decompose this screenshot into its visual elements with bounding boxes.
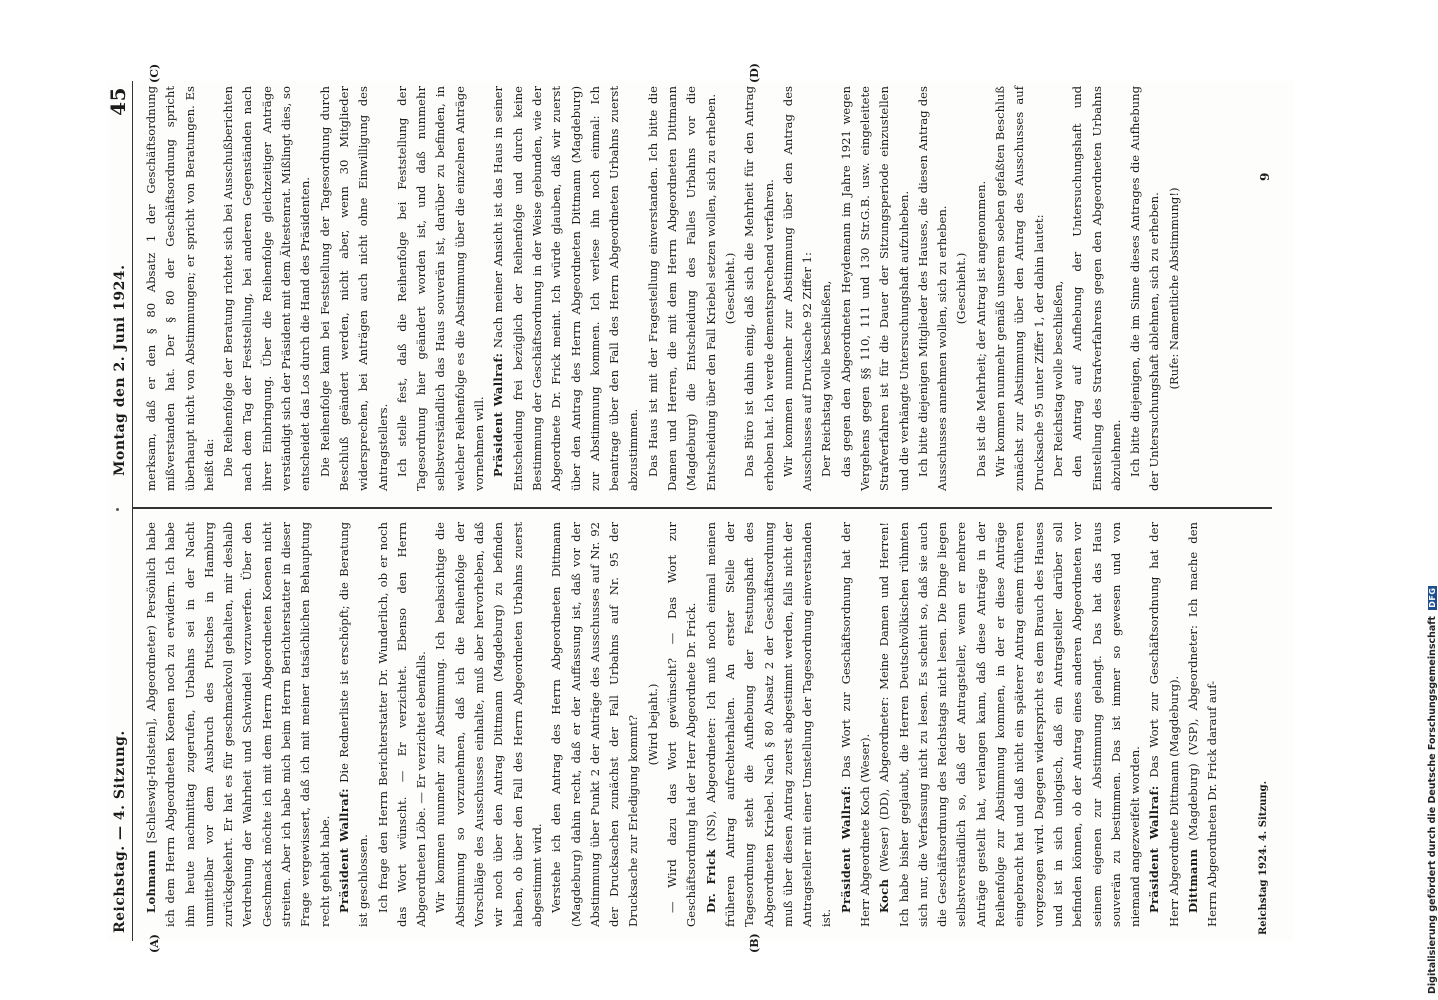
- running-head-right: Montag den 2. Juni 1924.: [112, 264, 128, 476]
- speaker-name: Lohmann: [144, 849, 158, 913]
- speaker-meta: (NS), Abgeordneter:: [703, 717, 718, 842]
- speech-paragraph: [1184, 522, 1223, 927]
- speech-paragraph: [702, 522, 837, 927]
- paragraph-text: Wir kommen nunmehr gemäß unserem soeben gefaßten Beschluß zunächst zur Abstimmung über den Antrag des Ausschusses auf Drucksache 95 unter Ziffer 1, der dahin lautet:: [993, 86, 1046, 491]
- margin-mark-d: (D): [748, 63, 761, 83]
- stage-direction: [1165, 86, 1184, 491]
- speaker-meta: (Weser) (DD), Abgeordneter:: [877, 696, 892, 872]
- paragraph-text: Wir kommen nunmehr zur Abstimmung. Ich beabsichtige die Abstimmung so vorzunehmen, daß ich die Reihenfolge der Vorschläge des Ausschusses einhalte, muß aber hervorheben, daß wir noch über den Antrag Dittmann (Magdeburg) zu befinden haben, ob über den Fall des Herrn Abgeordneten Urbahns zuerst abgestimmt wird.: [433, 522, 544, 927]
- paragraph-text: Ich mache den Herrn Abgeordneten Dr. Frick darauf auf-: [1186, 521, 1220, 927]
- page-header: [108, 81, 133, 941]
- paragraph-text: Das Büro ist dahin einig, daß sich die Mehrheit für den Antrag erhoben hat. Ich werde dementsprechend verfahren.: [742, 86, 776, 491]
- speaker-name: Präsident Wallraf:: [491, 352, 506, 477]
- paragraph-text: merksam, daß er den § 80 Absatz 1 der Geschäftsordnung mißverstanden hat. Der § 80 der Geschäftsordnung spricht überhaupt nicht von Abstimmungen; er spricht von Beratungen. Es heißt da:: [144, 86, 216, 491]
- stage-direction-text: (Rufe: Namentliche Abstimmung!): [1166, 187, 1181, 390]
- left-column: [142, 522, 1223, 927]
- right-column: [142, 86, 1184, 491]
- signature-mark: 9: [1258, 172, 1272, 181]
- paragraph: [740, 86, 779, 491]
- speaker-name: Koch: [877, 878, 892, 913]
- stage-direction: [644, 522, 663, 927]
- paragraph: [1049, 86, 1068, 491]
- paragraph-text: Das ist die Mehrheit; der Antrag ist angenommen.: [973, 180, 988, 477]
- speech-paragraph: [489, 86, 643, 491]
- running-head-left: Reichstag. — 4. Sitzung.: [112, 730, 128, 933]
- paragraph-text: Das Wort zur Geschäftsordnung hat der Herr Abgeordnete Koch (Weser).: [838, 521, 872, 927]
- page-number: 45: [106, 87, 130, 116]
- stage-direction-text: (Wird bejaht.): [645, 683, 660, 766]
- speaker-name: Präsident Wallraf:: [336, 788, 351, 913]
- paragraph-text: Ich bitte diejenigen Mitglieder des Hauses, die diesen Antrag des Ausschusses annehmen wollen, sich zu erheben.: [915, 86, 950, 491]
- speaker-name: Dittmann: [1186, 848, 1201, 913]
- speech-paragraph: [335, 522, 374, 927]
- credit-text: Digitalisierung gefördert durch die Deutsche Forschungsgemeinschaft: [1427, 616, 1438, 994]
- paragraph-text: Die Reihenfolge kann bei Feststellung der Tagesordnung durch Beschluß geändert werden, nicht aber, wenn 30 Mitglieder widersprechen, bei Anträgen auch nicht ohne Einwilligung des Antragstellers.: [317, 86, 390, 491]
- paragraph: [547, 522, 643, 927]
- paragraph-text: Das Haus ist mit der Fragestellung einverstanden. Ich bitte die Damen und Herren, die mit dem Herrn Abgeordneten Dittmann (Magdeburg) die Entscheidung des Falles Urbahns vor die Entscheidung über den Fall Kriebel setzen wollen, sich zu erheben.: [645, 86, 718, 491]
- paragraph: [991, 86, 1049, 491]
- paragraph: [914, 86, 953, 491]
- paragraph-text: den Antrag auf Aufhebung der Untersuchungshaft und Einstellung des Strafverfahrens gegen den Abgeordneten Urbahns abzulehnen.: [1070, 86, 1123, 491]
- paragraph-text: Persönlich habe ich dem Herrn Abgeordneten Koenen noch zu erwidern. Ich habe ihm heute nachmittag zugerufen, Urbahns sei in der Nacht unmittelbar vor dem Ausbruch des Putsches in Hamburg zurückgekehrt. Er hat es für geschmackvoll gehalten, mir deshalb Verdrehung der Wahrheit und Schwindel vorzuwerfen. Über den Geschmack möchte ich mit dem Herrn Abgeordneten Koenen nicht streiten. Aber ich habe mich beim Herrn Berichterstatter in dieser Frage vergewissert, daß ich mit meiner tatsächlichen Behauptung recht gehabt habe.: [144, 522, 332, 927]
- paragraph-text: Ich bitte diejenigen, die im Sinne dieses Antrages die Aufhebung der Untersuchungshaft ablehnen, sich zu erheben.: [1128, 86, 1162, 491]
- paragraph: [219, 86, 315, 491]
- stage-direction-text: (Geschieht.): [722, 252, 737, 325]
- document-page: [106, 63, 1293, 953]
- paragraph-text: Ich stelle fest, daß die Reihenfolge bei Feststellung der Tagesordnung hier geändert worden ist, und daß nunmehr selbstverständlich das Haus souverän ist, darüber zu befinden, in welcher Reihenfolge es die Abstimmung über die einzelnen Anträge vornehmen will.: [394, 86, 487, 491]
- paragraph-text: Ich muß noch einmal meinen früheren Antrag aufrechterhalten. An erster Stelle der Tagesordnung steht die Aufhebung der Festungshaft des Abgeordneten Kriebel. Nach § 80 Absatz 2 der Geschäftsordnung muß über diesen Antrag zuerst abgestimmt werden, falls nicht der Antragsteller mit einer Umstellung der Tagesordnung einverstanden ist.: [703, 522, 834, 927]
- margin-mark-b: (B): [748, 933, 761, 953]
- stage-direction: [952, 86, 971, 491]
- speaker-meta: [Schleswig-Holstein], Abgeordneter): [144, 625, 158, 844]
- paragraph-text: Der Reichstag wolle beschließen,: [819, 280, 834, 477]
- stage-direction-text: (Geschieht.): [954, 252, 969, 325]
- paragraph-text: Ich frage den Herrn Berichterstatter Dr. Wunderlich, ob er noch das Wort wünscht. — Er verzichtet. Ebenso den Herrn Abgeordneten Löbe. — Er verzichtet ebenfalls.: [375, 522, 429, 927]
- paragraph: [817, 86, 836, 491]
- paragraph: [779, 86, 818, 491]
- page-footer: Reichstag 1924. 4. Sitzung.: [1258, 780, 1269, 935]
- stage-direction: [721, 86, 740, 491]
- paragraph-text: Wir kommen nunmehr zur Abstimmung über den Antrag des Ausschusses auf Drucksache 92 Ziffer 1:: [780, 86, 815, 491]
- margin-mark-c: (C): [148, 63, 161, 83]
- paragraph-text: Die Reihenfolge der Beratung richtet sich bei Ausschußberichten nach dem Tag der Feststellung, bei anderen Gegenständen nach ihrer Einbringung. Über die Reihenfolge gleichzeitiger Anträge verständigt sich der Präsident mit dem Ältestenrat. Mißlingt dies, so entscheidet das Los durch die Hand des Präsidenten.: [221, 86, 313, 491]
- paragraph: [663, 522, 702, 927]
- paragraph-text: Meine Damen und Herren! Ich habe bisher geglaubt, die Herren Deutschvölkischen rühmten sich nur, die Verfassung nicht zu lesen. Es scheint so, daß sie auch die Geschäftsordnung des Reichstags nicht lesen. Die Dinge liegen selbstverständlich so, daß der Antragsteller, wenn er mehrere Anträge gestellt hat, verlangen kann, daß diese Anträge in der Reihenfolge zur Abstimmung kommen, in der er diese Anträge eingebracht hat und daß nicht ein späterer Antrag einem früheren vorgezogen wird. Dagegen widerspricht es dem Brauch des Hauses und ist in sich unlogisch, daß ein Antragsteller darüber soll befinden können, ob der Antrag eines anderen Abgeordneten vor seinem eigenen zur Abstimmung gelangt. Das hat das Haus souverän zu bestimmen. Das ist immer so gewesen und von niemand angezweifelt worden.: [877, 522, 1143, 927]
- dfg-logo: DFG: [1428, 587, 1437, 608]
- speech-paragraph: [142, 522, 335, 927]
- paragraph: [393, 86, 489, 491]
- speaker-name: Präsident Wallraf:: [838, 785, 853, 913]
- paragraph-text: Nach meiner Ansicht ist das Haus in seiner Entscheidung frei bezüglich der Reihenfolge und durch keine Bestimmung der Geschäftsordnung in der Weise gebunden, wie der Abgeordnete Dr. Frick meint. Ich würde glauben, daß wir zuerst über den Antrag des Herrn Abgeordneten Dittmann (Magdeburg) zur Abstimmung kommen. Ich verlese ihn noch einmal: Ich beantrage über den Fall des Herrn Abgeordneten Urbahns zuerst abzustimmen.: [491, 86, 641, 491]
- paragraph-text: Die Rednerliste ist erschöpft; die Beratung ist geschlossen.: [336, 522, 371, 927]
- speaker-name: Dr. Frick: [703, 849, 718, 913]
- paragraph-text: Der Reichstag wolle beschließen,: [1050, 280, 1065, 477]
- paragraph-text: das gegen den Abgeordneten Heydemann im Jahre 1921 wegen Vergehens gegen §§ 110, 111 und 130 Str.G.B. usw. eingeleitete Strafverfahren ist für die Dauer der Sitzungsperiode einzustellen und die verhängte Untersuchungshaft aufzuheben.: [838, 86, 911, 491]
- column-divider: [132, 508, 1272, 510]
- digitization-credit: [1427, 586, 1438, 994]
- paragraph: [644, 86, 721, 491]
- paragraph: [1068, 86, 1126, 491]
- paragraph: [142, 86, 219, 491]
- paragraph: [431, 522, 547, 927]
- paragraph-text: Verstehe ich den Antrag des Herrn Abgeordneten Dittmann (Magdeburg) dahin recht, daß er der Auffassung ist, daß vor der Abstimmung über Punkt 2 der Anträge des Ausschusses auf Nr. 92 der Drucksachen zunächst der Fall Urbahns auf Nr. 95 der Drucksache zur Erledigung kommt?: [549, 522, 641, 927]
- speaker-name: Präsident Wallraf:: [1147, 785, 1162, 913]
- margin-mark-a: (A): [148, 934, 161, 953]
- speech-paragraph: [875, 522, 1145, 927]
- paragraph: [972, 86, 991, 491]
- paragraph: [316, 86, 393, 491]
- paragraph: [1126, 86, 1165, 491]
- speech-paragraph: [1145, 522, 1184, 927]
- speech-paragraph: [837, 522, 876, 927]
- speaker-meta: (Magdeburg) (VSP), Abgeordneter:: [1186, 625, 1201, 841]
- paragraph-text: — Wird dazu das Wort gewünscht? — Das Wort zur Geschäftsordnung hat der Herr Abgeordnete Dr. Frick.: [665, 522, 699, 927]
- paragraph: [837, 86, 914, 491]
- paragraph-text: Das Wort zur Geschäftsordnung hat der Herr Abgeordnete Dittmann (Magdeburg).: [1147, 521, 1181, 927]
- paragraph: [374, 522, 432, 927]
